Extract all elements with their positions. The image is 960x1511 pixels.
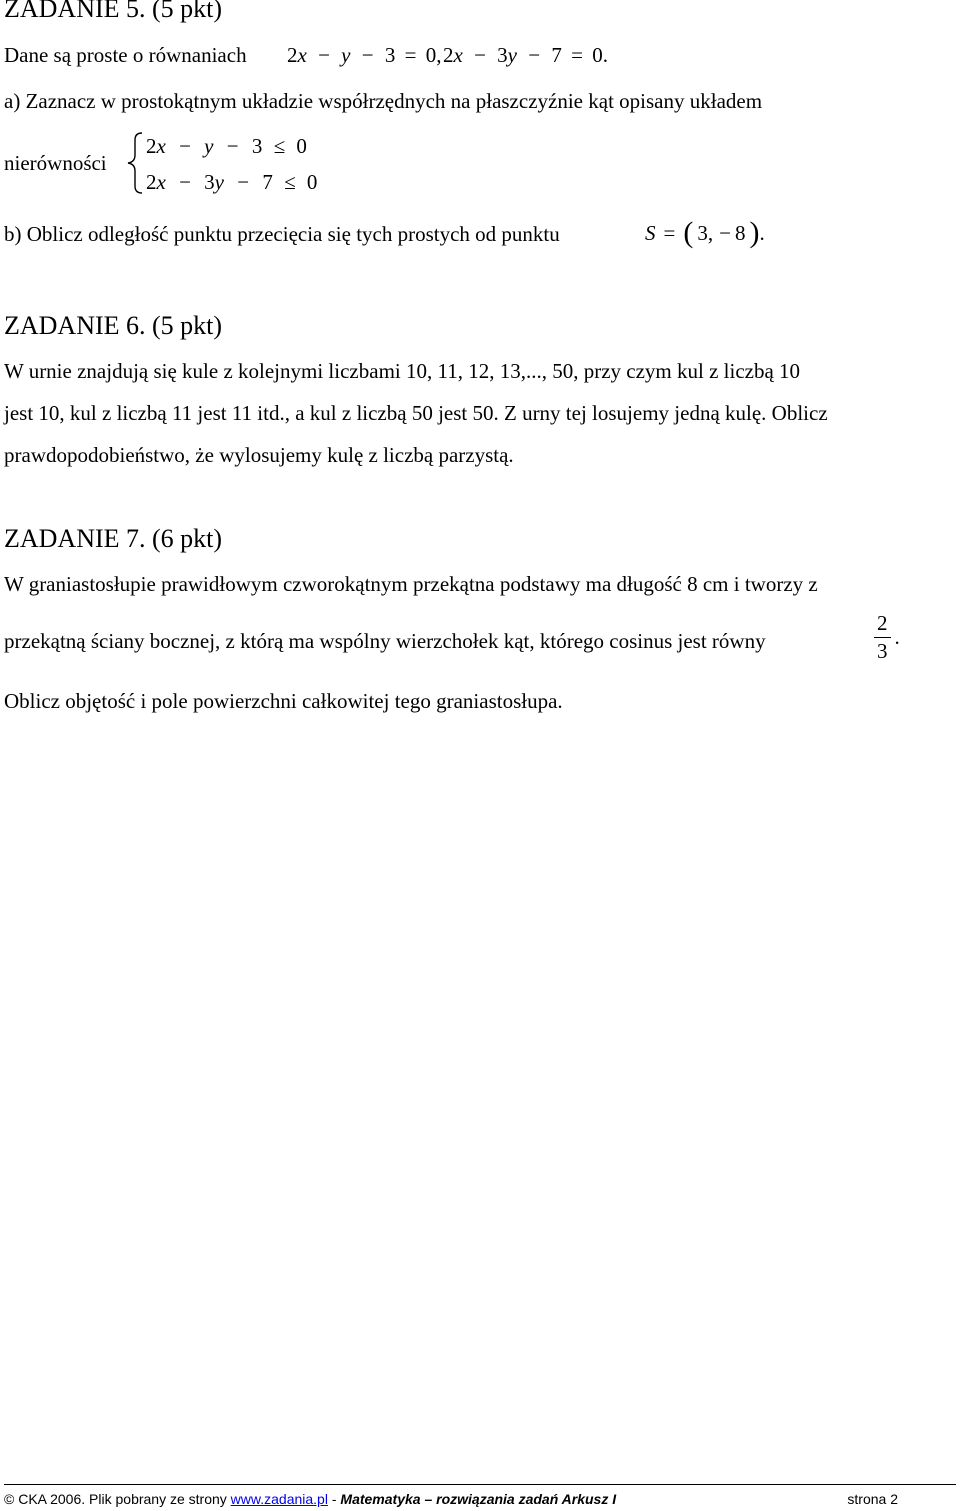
point-s-x: 3, [697, 220, 714, 245]
ineq2-minus: − [179, 170, 191, 194]
task7-heading: ZADANIE 7. (6 pkt) [4, 524, 223, 553]
footer-page-number: strona 2 [847, 1491, 898, 1507]
footer-separator: - [331, 1491, 337, 1507]
task5-part-a: a) Zaznacz w prostokątnym układzie współrzędnych na płaszczyźnie kąt opisany układem [4, 89, 763, 113]
eq1-comma: , [436, 43, 442, 67]
task5-intro-text: Dane są proste o równaniach [4, 43, 247, 67]
ineq1-x: x [156, 134, 166, 158]
ineq1-rhs: 0 [296, 134, 307, 158]
ineq1-const: 3 [251, 134, 263, 158]
eq2-coef: 2 [443, 43, 454, 67]
task7-line-2: przekątną ściany bocznej, z którą ma wspólny wierzchołek kąt, którego cosinus jest równy [4, 629, 766, 653]
eq1-minus: − [318, 43, 330, 67]
eq1-coef: 2 [287, 43, 298, 67]
eq1-rhs: 0 [425, 43, 437, 67]
eq1-y: y [341, 43, 351, 67]
point-s [645, 218, 765, 248]
footer-copyright: © CKA 2006. [4, 1491, 86, 1507]
fraction-two-thirds [874, 612, 891, 663]
task5-equation-2 [443, 43, 608, 68]
point-s-name: S [645, 220, 656, 245]
footer-title: Matematyka – rozwiązania zadań Arkusz I [340, 1491, 617, 1507]
eq1-x: x [297, 43, 307, 67]
eq2-rhs: 0 [592, 43, 603, 67]
task5-heading: ZADANIE 5. (5 pkt) [4, 0, 223, 23]
eq1-const: 3 [384, 43, 396, 67]
footer-left [4, 1491, 616, 1507]
fraction-dot: . [894, 625, 900, 650]
task6-line-2: jest 10, kul z liczbą 11 jest 11 itd., a kul z liczbą 50 jest 50. Z urny tej losujemy jedną kulę. Oblicz [4, 401, 828, 425]
eq2-minus: − [474, 43, 486, 67]
footer [4, 1491, 956, 1507]
fraction-denominator: 3 [877, 639, 888, 664]
ineq2-minus2: − [237, 170, 250, 194]
footer-downloaded-text: Plik pobrany ze strony [89, 1491, 227, 1507]
task5-intro [4, 43, 247, 68]
ineq2-y: y [214, 170, 224, 194]
eq2-minus2: − [528, 43, 541, 67]
ineq2-const: 7 [262, 170, 273, 194]
eq2-x: x [453, 43, 463, 67]
ineq1-minus: − [179, 134, 191, 158]
task6-line-1: W urnie znajdują się kule z kolejnymi liczbami 10, 11, 12, 13,..., 50, przy czym kul z liczbą 10 [4, 359, 801, 383]
point-s-y: 8 [734, 220, 746, 245]
task6-heading: ZADANIE 6. (5 pkt) [4, 311, 223, 340]
inequality-2 [146, 170, 317, 195]
task5-part-b: b) Oblicz odległość punktu przecięcia się tych prostych od punktu [4, 222, 560, 246]
task7-line-3: Oblicz objętość i pole powierzchni całkowitej tego graniastosłupa. [4, 689, 563, 713]
ineq2-x: x [156, 170, 166, 194]
point-s-minus: − [719, 220, 731, 245]
ineq2-coef: 2 [146, 170, 157, 194]
task5-equation-1 [287, 43, 441, 68]
point-s-left-paren: ( [683, 216, 694, 249]
ineq1-minus2: − [226, 134, 239, 158]
eq2-coef-y: 3 [497, 43, 508, 67]
system-brace [125, 131, 145, 195]
footer-rule [4, 1484, 956, 1485]
footer-link[interactable]: www.zadania.pl [230, 1491, 328, 1507]
task6-line-3: prawdopodobieństwo, że wylosujemy kulę z liczbą parzystą. [4, 443, 514, 467]
ineq1-le: ≤ [273, 134, 286, 158]
ineq2-le: ≤ [284, 170, 296, 194]
eq1-equals: = [404, 43, 417, 67]
eq1-minus2: − [361, 43, 374, 67]
fraction-numerator: 2 [874, 612, 891, 638]
point-s-dot: . [759, 220, 765, 245]
eq2-dot: . [602, 43, 608, 67]
task5-system-label: nierówności [4, 151, 107, 175]
ineq2-rhs: 0 [306, 170, 318, 194]
ineq1-y: y [204, 134, 214, 158]
ineq2-coef-y: 3 [204, 170, 215, 194]
cosine-fraction [874, 612, 900, 663]
eq2-equals: = [571, 43, 583, 67]
point-s-right-paren: ) [749, 216, 760, 249]
task7-line-1: W graniastosłupie prawidłowym czworokątnym przekątna podstawy ma długość 8 cm i tworzy z [4, 572, 818, 596]
point-s-equals: = [663, 220, 676, 245]
inequality-1 [146, 134, 307, 159]
ineq1-coef: 2 [146, 134, 157, 158]
eq2-const: 7 [551, 43, 562, 67]
eq2-y: y [507, 43, 517, 67]
